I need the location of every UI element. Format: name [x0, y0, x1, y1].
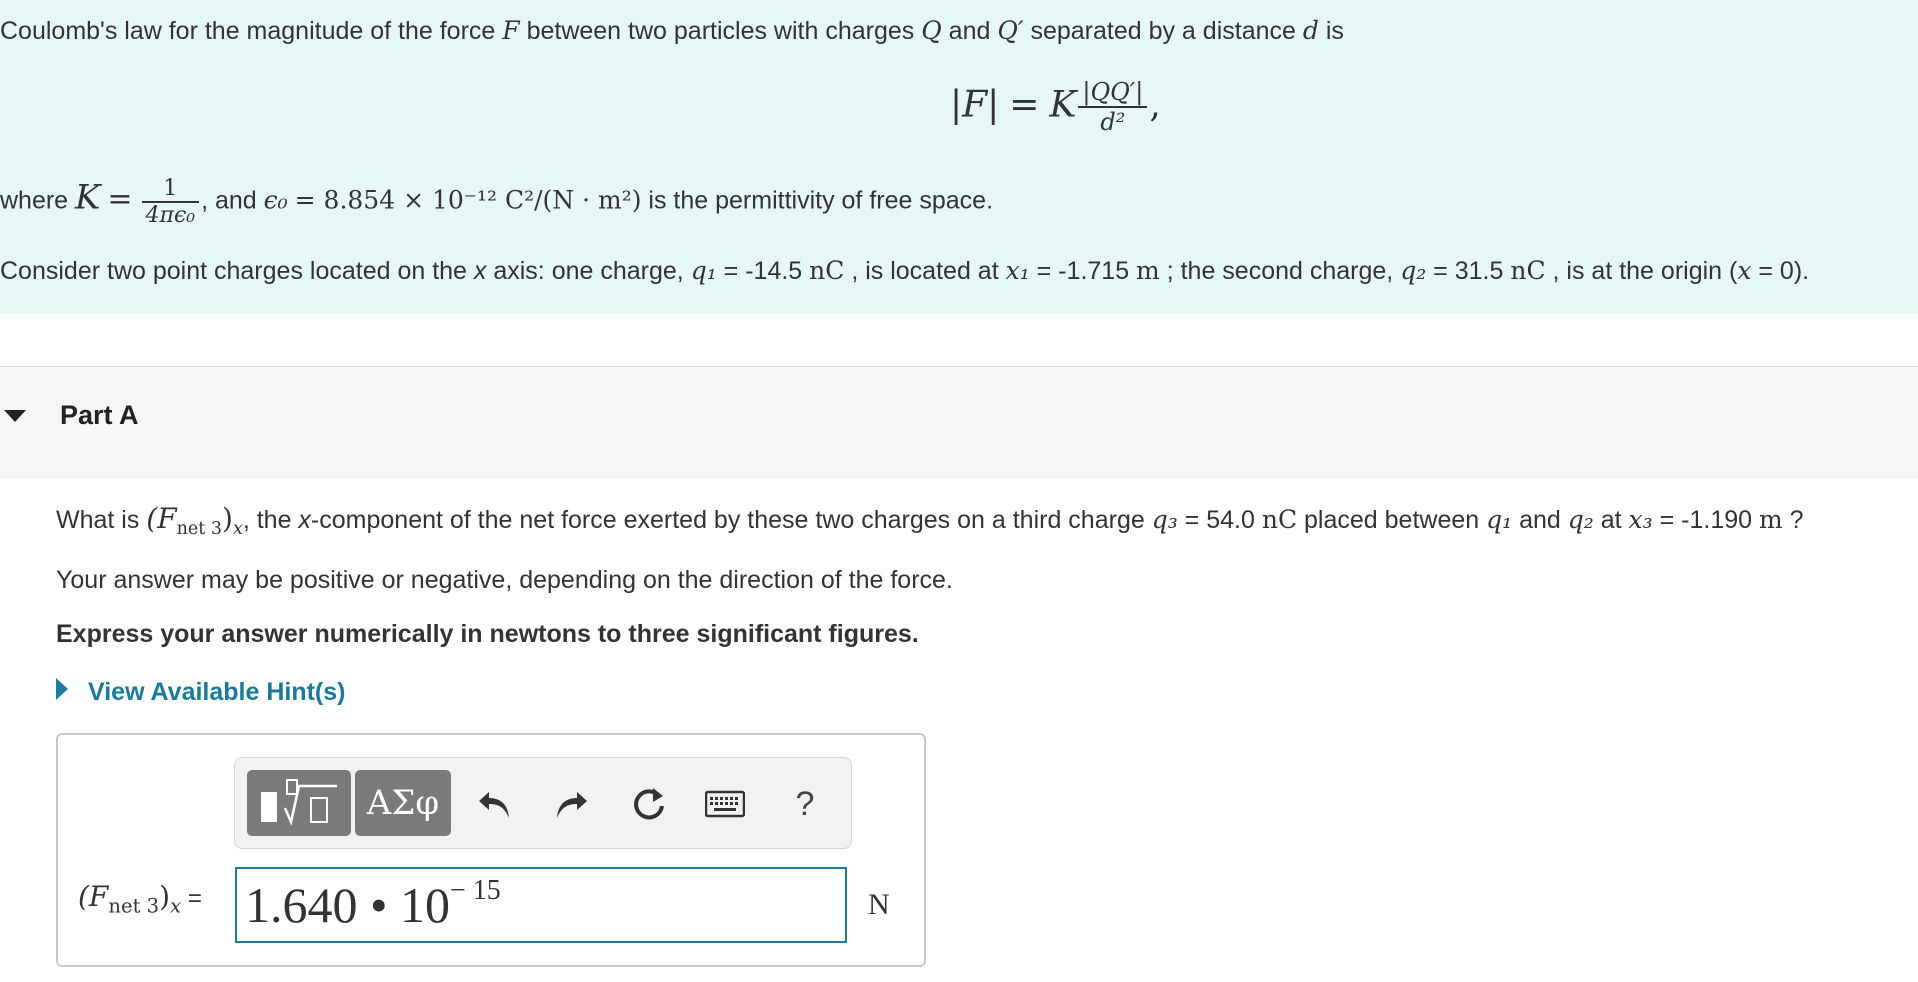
formula-equals: =: [1009, 84, 1040, 126]
text: separated by a distance: [1023, 17, 1303, 45]
answer-label: [78, 880, 202, 918]
formula-denominator: d²: [1100, 108, 1126, 136]
var-epsilon0: ϵ₀: [263, 185, 288, 215]
var-x: x: [298, 506, 311, 534]
undo-button[interactable]: [465, 774, 525, 834]
part-a-title[interactable]: Part A: [60, 400, 139, 430]
help-button[interactable]: ?: [795, 784, 815, 823]
question-text: [56, 502, 1804, 539]
redo-icon: [553, 786, 589, 822]
text: What is: [56, 506, 147, 534]
unit-nC: nC: [809, 256, 845, 285]
text: and: [941, 17, 998, 45]
text: between two particles with charges: [519, 17, 922, 45]
unit-nC: nC: [1261, 505, 1298, 534]
var-q2: q₂: [1567, 505, 1594, 534]
undo-icon: [477, 786, 513, 822]
part-a-header[interactable]: [0, 367, 1918, 479]
keyboard-button[interactable]: [695, 774, 755, 834]
intro-line-charges: [0, 256, 1809, 286]
formula-lhs: |F|: [950, 84, 1000, 126]
text: = -14.5: [716, 257, 810, 285]
formula-numerator: |QQ′|: [1078, 78, 1147, 108]
sym-paren: ): [222, 502, 233, 535]
formula-K: K: [1049, 84, 1077, 126]
sym-F: (F: [146, 502, 177, 535]
label-sub-x: x: [170, 894, 182, 918]
text: ?: [1782, 506, 1804, 534]
var-Q-prime: Q′: [997, 16, 1024, 45]
coulomb-formula: [950, 78, 1161, 136]
label-F: (F: [78, 880, 109, 913]
text: at: [1593, 506, 1629, 534]
sign-note: Your answer may be positive or negative, depending on the direction of the force.: [56, 566, 953, 594]
caret-down-icon[interactable]: [4, 410, 26, 422]
var-K: K: [75, 177, 101, 218]
text: Coulomb's law for the magnitude of the force: [0, 17, 503, 45]
var-d: d: [1302, 16, 1319, 45]
text: is the permittivity of free space.: [641, 186, 994, 215]
text: and: [1512, 506, 1568, 534]
unit-m: m: [1758, 505, 1783, 534]
var-x3: x₃: [1628, 505, 1653, 534]
view-hints-link[interactable]: View Available Hint(s): [88, 678, 346, 706]
sub-x: x: [232, 519, 243, 539]
text: placed between: [1297, 506, 1487, 534]
formula-comma: ,: [1149, 84, 1161, 126]
text: -component of the net force exerted by these two charges on a third charge: [310, 506, 1152, 534]
label-sub-net3: net 3: [108, 894, 160, 918]
redo-button[interactable]: [541, 774, 601, 834]
text: ; the second charge,: [1159, 257, 1401, 285]
text: = -1.190: [1652, 506, 1759, 534]
answer-instruction: Express your answer numerically in newtons to three significant figures.: [56, 620, 919, 648]
reset-icon: [629, 784, 669, 824]
var-q1: q₁: [1486, 505, 1513, 534]
k-denominator: 4πϵ₀: [145, 203, 196, 228]
text: Consider two point charges located on the: [0, 257, 474, 285]
text: , is located at: [844, 257, 1006, 285]
text: , the: [242, 506, 299, 534]
text: axis: one charge,: [486, 257, 691, 285]
label-paren: ): [159, 880, 171, 913]
reset-button[interactable]: [619, 774, 679, 834]
var-Q: Q: [921, 16, 942, 45]
text: = -1.715: [1029, 257, 1137, 285]
sub-net3: net 3: [176, 519, 223, 539]
caret-right-icon[interactable]: [56, 678, 68, 700]
intro-panel: [0, 0, 1918, 314]
var-q2: q₂: [1400, 256, 1427, 285]
text: , and: [201, 186, 264, 215]
var-F: F: [502, 16, 520, 45]
unit-nC: nC: [1510, 256, 1546, 285]
keyboard-icon: [705, 790, 745, 818]
text: where: [0, 186, 76, 215]
text: = 31.5: [1426, 257, 1511, 285]
equals: =: [107, 181, 133, 217]
var-q1: q₁: [690, 256, 717, 285]
intro-line-constant: [0, 176, 993, 228]
k-numerator: 1: [142, 176, 200, 203]
text: is: [1318, 17, 1344, 45]
templates-icon: [257, 778, 341, 828]
label-equals: =: [181, 885, 202, 912]
answer-mantissa: 1.640 • 10: [245, 877, 451, 933]
templates-button[interactable]: [247, 770, 351, 836]
answer-unit: N: [868, 888, 890, 921]
var-x: x: [1737, 256, 1752, 285]
answer-input[interactable]: [235, 867, 847, 943]
epsilon-value: = 8.854 × 10⁻¹² C²/(N · m²): [294, 185, 642, 215]
math-toolbar: [234, 757, 852, 849]
var-x1: x₁: [1005, 256, 1030, 285]
k-fraction: [142, 176, 200, 228]
var-q3: q₃: [1151, 505, 1178, 534]
intro-line-coulomb: [0, 16, 1344, 46]
var-x: x: [473, 257, 487, 285]
unit-m: m: [1136, 256, 1160, 285]
formula-fraction: [1078, 78, 1147, 136]
text: = 54.0: [1177, 506, 1262, 534]
symbols-button[interactable]: ΑΣφ: [355, 770, 451, 836]
text: = 0).: [1751, 257, 1810, 285]
text: , is at the origin (: [1545, 257, 1738, 285]
answer-exponent: − 15: [450, 875, 501, 906]
